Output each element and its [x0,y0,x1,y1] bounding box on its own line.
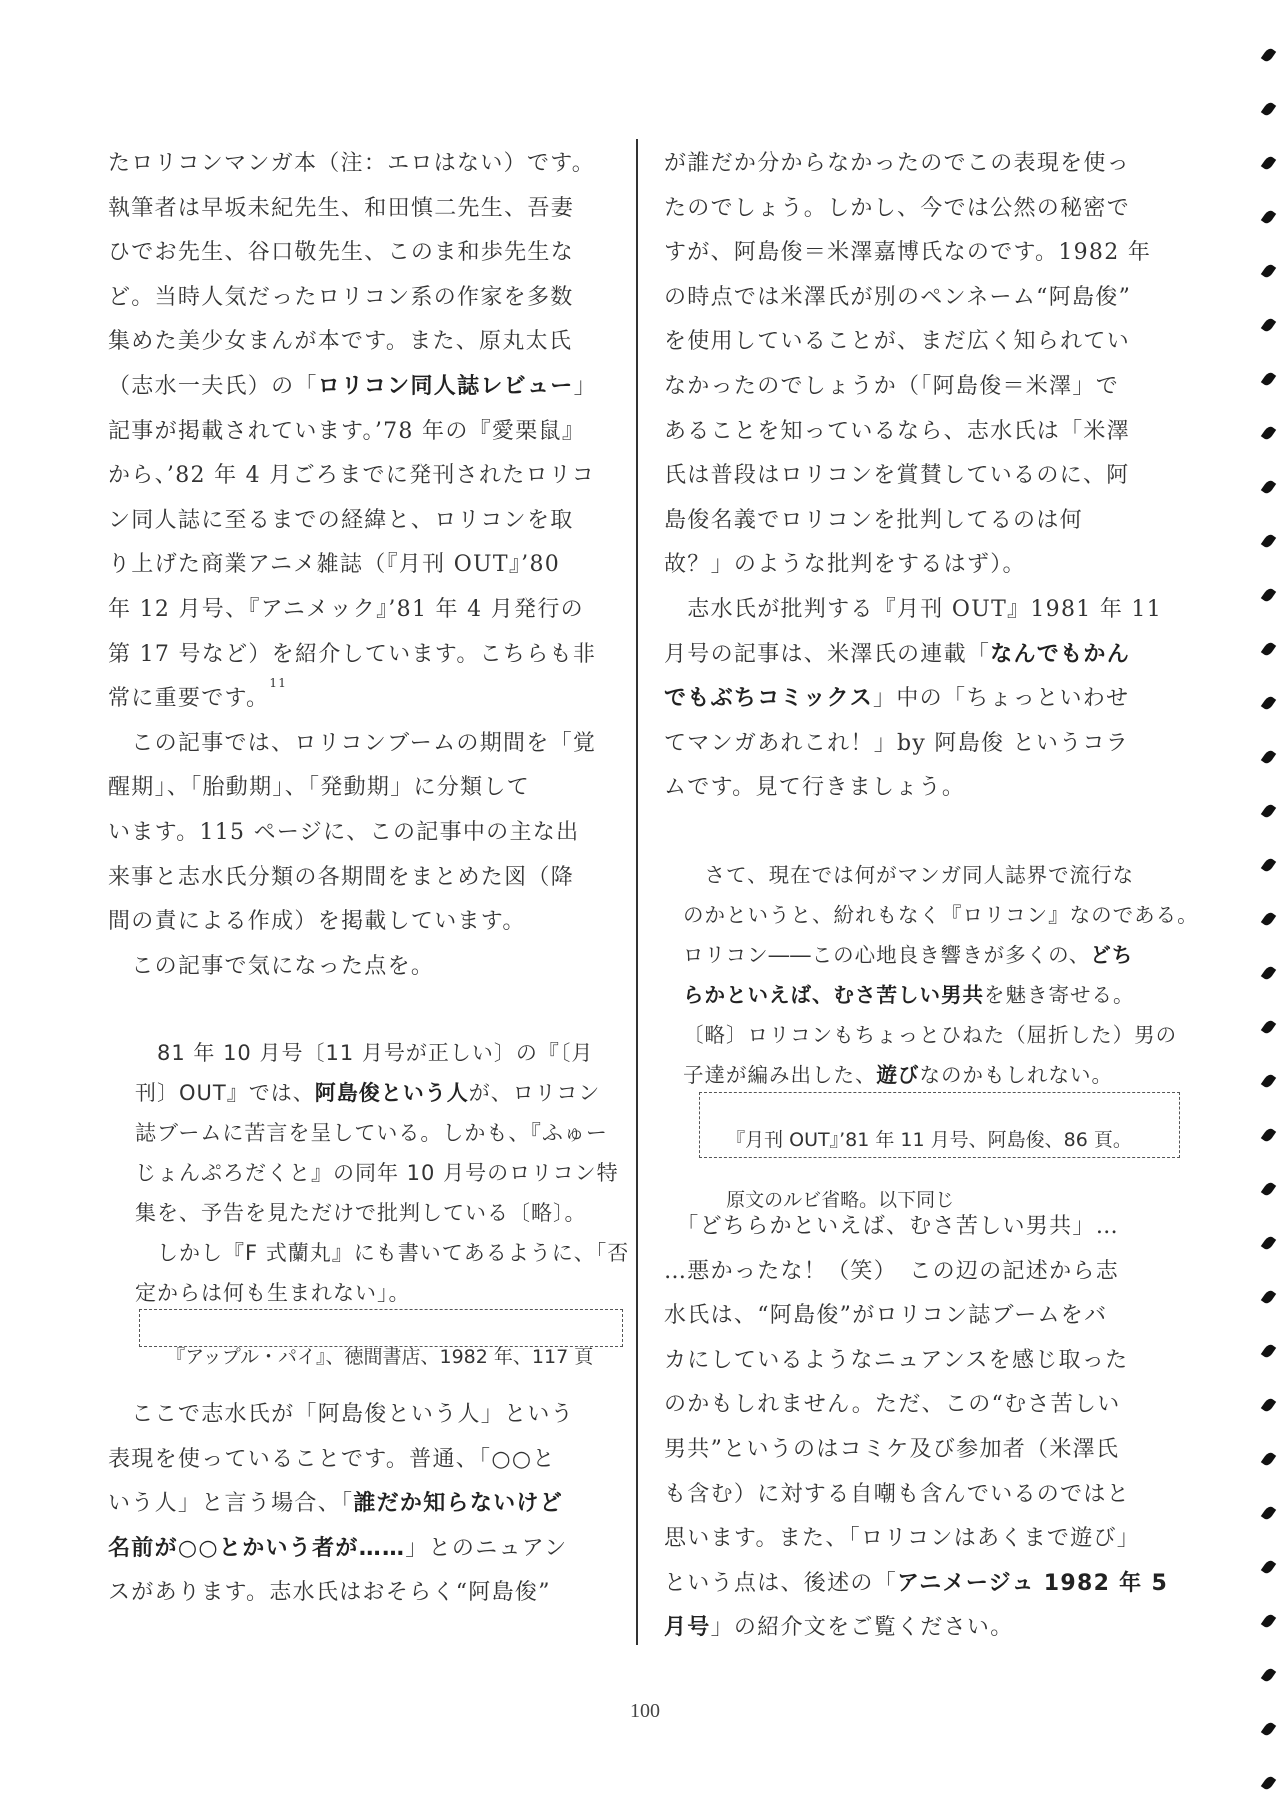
text-segment: 故？」のような批判をするはず）。 [664,552,1026,578]
text-line [108,276,597,321]
text-segment: なかったのでしょうか（「阿島俊＝米澤」で [664,373,1120,399]
text-segment: ロリコン――この心地良き響きが多くの、 [683,943,1091,967]
binding-hole-icon [1261,857,1276,874]
text-segment: 思います。また、「ロリコンはあくまで遊び」 [664,1526,1141,1552]
binding-hole-icon [1261,911,1276,928]
text-line [108,1438,574,1483]
bold-emphasis: 阿島俊という人 [314,1081,469,1105]
text-line [108,187,597,232]
text-line [664,1473,1168,1518]
text-segment: さて、現在では何がマンガ同人誌界で流行な [683,863,1135,887]
bold-emphasis: 遊び [876,1063,920,1087]
binding-hole-icon [1261,803,1276,820]
text-segment: 第 17 号など）を紹介しています。こちらも非 [108,641,597,667]
binding-hole-icon [1261,1127,1276,1144]
binding-hole-icon [1261,1181,1276,1198]
text-line [108,945,597,990]
bold-emphasis: アニメージュ 1982 年 5 [897,1570,1169,1596]
text-segment: 常に重要です。 [108,686,270,712]
binding-hole-icon [1261,1289,1276,1306]
text-segment: ン同人誌に至るまでの経緯と、ロリコンを取 [108,507,574,533]
text-segment: 子達が編み出した、 [683,1063,877,1087]
text-line [683,895,1199,935]
text-segment: り上げた商業アニメ雑誌（『月刊 OUT』’80 [108,552,561,578]
binding-hole-icon [1261,1775,1276,1792]
text-line [108,722,597,767]
text-line [108,633,597,678]
left-body-text [108,142,597,989]
text-segment: 刊〕OUT』では、 [135,1081,315,1105]
text-segment: 表現を使っていることです。普通、「○○と [108,1446,556,1472]
bold-emphasis: ロリコン同人誌レビュー [317,373,574,399]
text-segment: 氏は普段はロリコンを賞賛しているのに、阿 [664,463,1130,489]
binding-hole-icon [1261,1721,1276,1738]
text-line [108,499,597,544]
binding-hole-icon [1261,317,1276,334]
text-segment: ムです。見て行きましょう。 [664,775,966,801]
text-line [108,588,597,633]
text-segment: 定からは何も生まれない」。 [135,1281,411,1305]
binding-hole-icon [1261,1235,1276,1252]
text-line [108,410,597,455]
text-segment: 間の責による作成）を掲載しています。 [108,909,526,935]
text-line [108,365,597,410]
text-segment: 来事と志水氏分類の各期間をまとめた図（降 [108,864,575,890]
text-segment: も含む）に対する自嘲も含んでいるのではと [664,1481,1131,1507]
text-segment: 島俊名義でロリコンを批判してるのは何 [664,507,1083,533]
text-line [108,1571,574,1616]
citation-line: 原文のルビ省略。以下同じ [726,1189,955,1211]
bold-emphasis: どち [1090,943,1134,967]
text-line [683,1015,1199,1055]
binding-hole-icon [1261,749,1276,766]
text-line [664,410,1162,455]
text-line [683,1055,1199,1095]
text-segment: 集めた美少女まんが本です。また、原丸太氏 [108,329,573,355]
text-line [683,935,1199,975]
binding-hole-icon [1261,101,1276,118]
text-segment: ひでお先生、谷口敬先生、このま和歩先生な [108,240,575,266]
text-segment: ここで志水氏が「阿島俊という人」という [108,1402,575,1427]
text-segment: 」とのニュアン [405,1535,568,1561]
text-segment: を魅き寄せる。 [984,983,1135,1007]
text-line [108,1527,574,1572]
text-line [664,276,1162,321]
binding-hole-icon [1261,479,1276,496]
binding-hole-icon [1261,1613,1276,1630]
text-line [108,766,597,811]
text-segment: のかというと、紛れもなく『ロリコン』なのである。 [683,903,1199,927]
text-line [664,1517,1168,1562]
text-segment: …悪かったな！（笑） この辺の記述から志 [664,1258,1120,1284]
right-paragraph [664,1205,1168,1651]
text-line [108,142,597,187]
text-line [135,1273,629,1313]
text-segment: この記事で気になった点を。 [108,953,435,979]
text-line [664,320,1162,365]
binding-hole-icon [1261,965,1276,982]
binding-hole-icon [1261,1019,1276,1036]
text-line [664,231,1162,276]
binding-hole-icon [1261,533,1276,550]
text-line [135,1073,629,1113]
text-line [664,633,1162,678]
text-segment: じょんぷろだくと』の同年 10 月号のロリコン特 [135,1161,619,1185]
text-segment: から、’82 年 4 月ごろまでに発刊されたロリコ [108,463,596,489]
text-segment: 」 [573,373,597,399]
text-segment: の時点では米澤氏が別のペンネーム“阿島俊” [664,284,1132,310]
text-line [108,856,597,901]
text-segment: が誰だか分からなかったのでこの表現を使っ [664,151,1131,176]
text-line [135,1033,629,1073]
text-line [664,1205,1168,1250]
text-line [664,1250,1168,1295]
text-segment: たロリコンマンガ本（注：エロはない）です。 [108,151,596,176]
text-line [664,142,1162,187]
text-segment: あることを知っているなら、志水氏は「米澤 [664,418,1131,444]
right-body-text [664,142,1162,811]
binding-hole-icon [1261,1559,1276,1576]
text-line [108,454,597,499]
text-segment: 記事が掲載されています。’78 年の『愛栗鼠』 [108,418,586,444]
text-line [664,187,1162,232]
text-line [664,365,1162,410]
text-segment: たのでしょう。しかし、今では公然の秘密で [664,195,1131,221]
citation-line: 『月刊 OUT』’81 年 11 月号、阿島俊、86 頁。 [726,1129,1132,1151]
text-line [683,855,1199,895]
text-segment: 「どちらかといえば、むさ苦しい男共」… [664,1214,1120,1239]
text-segment: なのかもしれない。 [919,1063,1113,1087]
text-line [135,1113,629,1153]
text-segment: てマンガあれこれ！」by 阿島俊 というコラ [664,730,1130,756]
text-line [664,1562,1168,1607]
text-line [664,588,1162,633]
text-segment: 醒期」、「胎動期」、「発動期」に分類して [108,775,531,801]
binding-hole-icon [1261,155,1276,172]
left-paragraph [108,1393,574,1616]
bold-emphasis: なんでもかん [990,641,1131,667]
column-divider [636,139,638,1645]
text-line [108,900,597,945]
footnote-marker: 11 [269,676,288,691]
bold-emphasis: 名前が○○とかいう者が…… [108,1535,406,1561]
text-segment: スがあります。志水氏はおそらく“阿島俊” [108,1580,551,1606]
text-line [683,975,1199,1015]
text-segment: います。115 ページに、この記事中の主な出 [108,819,580,845]
text-segment: のかもしれません。ただ、この“むさ苦しい [664,1392,1121,1418]
text-line [108,320,597,365]
text-line [664,766,1162,811]
text-line [108,543,597,588]
text-line [108,231,597,276]
text-line [664,543,1162,588]
right-quotation [683,855,1199,1095]
left-citation-box [139,1309,623,1368]
page-number: 100 [630,1700,660,1722]
citation-text: 『アップル・パイ』、徳間書店、1982 年、117 頁 [166,1346,594,1368]
text-line [664,499,1162,544]
text-line [135,1233,629,1273]
text-segment: すが、阿島俊＝米澤嘉博氏なのです。1982 年 [664,240,1152,266]
text-segment: ど。当時人気だったロリコン系の作家を多数 [108,284,574,310]
text-line [664,1606,1168,1651]
text-line [664,677,1162,722]
text-segment: 81 年 10 月号〔11 月号が正しい〕の『〔月 [135,1041,594,1065]
text-segment: 男共”というのはコミケ及び参加者（米澤氏 [664,1436,1120,1462]
text-segment: 集を、予告を見ただけで批判している〔略〕。 [135,1201,587,1225]
bold-emphasis: 誰だか知らないけど [353,1491,564,1517]
binding-hole-icon [1261,425,1276,442]
left-quotation [135,1033,629,1313]
bold-emphasis: らかといえば、むさ苦しい男共 [683,983,984,1007]
binding-hole-icon [1261,263,1276,280]
text-segment: 志水氏が批判する『月刊 OUT』1981 年 11 [664,596,1163,622]
text-line [135,1193,629,1233]
text-segment: この記事では、ロリコンブームの期間を「覚 [108,730,597,756]
right-citation-box [699,1092,1180,1211]
text-line [135,1153,629,1193]
binding-hole-icon [1261,209,1276,226]
binding-hole-icon [1261,371,1276,388]
text-segment: 執筆者は早坂未紀先生、和田慎二先生、吾妻 [108,195,575,221]
text-segment: を使用していることが、まだ広く知られてい [664,329,1131,355]
text-segment: 〔略〕ロリコンもちょっとひねた（屈折した）男の [683,1023,1178,1047]
text-line [108,1482,574,1527]
bold-emphasis: でもぶちコミックス [664,686,874,712]
text-segment: しかし『F 式蘭丸』にも書いてあるように、「否 [135,1241,630,1265]
text-line [664,1428,1168,1473]
binding-hole-icon [1261,1667,1276,1684]
binding-hole-icon [1261,641,1276,658]
binding-hole-icon [1261,1073,1276,1090]
text-line [108,811,597,856]
binding-hole-icon [1261,695,1276,712]
binding-hole-icon [1261,47,1276,64]
text-line [664,1339,1168,1384]
text-line [108,677,597,722]
text-segment: 」中の「ちょっといわせ [873,686,1130,712]
text-segment: 水氏は、“阿島俊”がロリコン誌ブームをバ [664,1303,1108,1329]
text-line [664,454,1162,499]
text-segment: が、ロリコン [468,1081,601,1105]
text-segment: いう人」と言う場合、「 [108,1491,354,1517]
text-segment: 年 12 月号、『アニメック』’81 年 4 月発行の [108,596,584,622]
binding-hole-icon [1261,1343,1276,1360]
text-line [664,1383,1168,1428]
text-line [108,1393,574,1438]
text-segment: 誌ブームに苦言を呈している。しかも、『ふゅー [135,1121,608,1145]
binding-hole-icon [1261,1451,1276,1468]
bold-emphasis: 月号 [664,1615,711,1641]
text-segment: カにしているようなニュアンスを感じ取った [664,1347,1129,1373]
binding-hole-icon [1261,587,1276,604]
text-segment: 月号の記事は、米澤氏の連載「 [664,641,991,667]
binding-hole-icon [1261,1505,1276,1522]
text-segment: という点は、後述の「 [664,1570,898,1596]
text-segment: 」の紹介文をご覧ください。 [710,1615,1014,1641]
text-line [664,722,1162,767]
text-line [664,1294,1168,1339]
text-segment: （志水一夫氏）の「 [108,373,318,399]
binding-hole-icon [1261,1397,1276,1414]
